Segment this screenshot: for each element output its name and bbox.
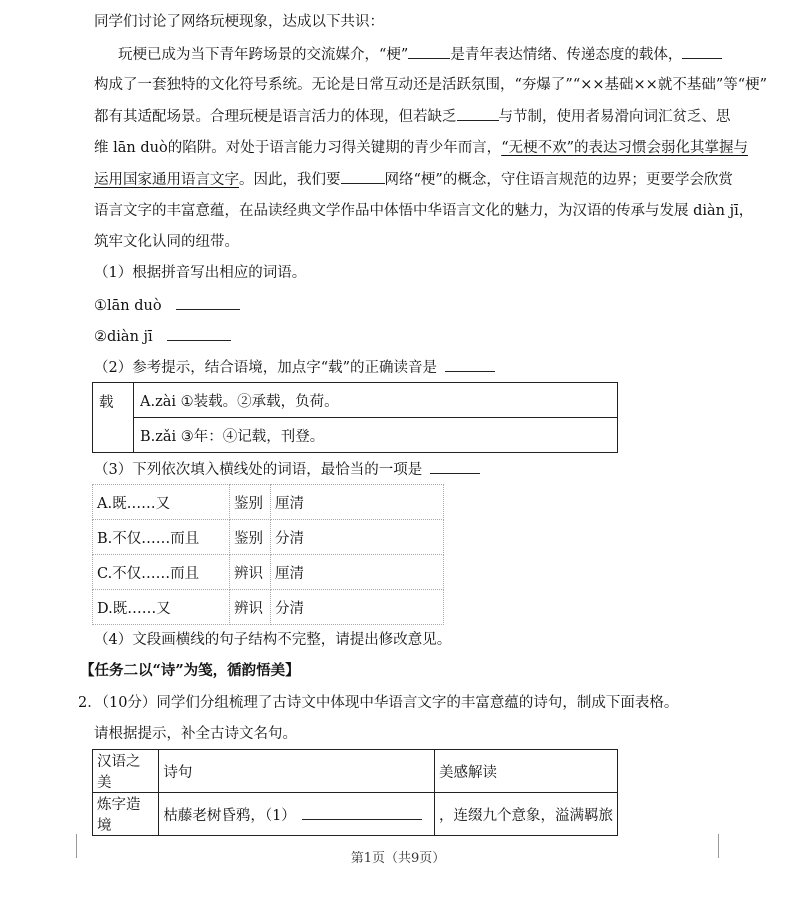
q2-line bbox=[94, 357, 495, 378]
options-table bbox=[92, 484, 444, 625]
option-row[interactable] bbox=[93, 590, 444, 625]
q1-item-a bbox=[94, 295, 240, 316]
option-cell: 分清 bbox=[271, 590, 444, 625]
option-row[interactable] bbox=[93, 485, 444, 520]
para-text: 都有其适配场景。合理玩梗是语言活力的体现，但若缺乏 bbox=[94, 109, 457, 125]
option-cell: D.既……又 bbox=[93, 590, 230, 625]
q2-label: （2）参考提示，结合语境，加点字“载”的正确读音是 bbox=[94, 360, 438, 376]
option-cell: B.不仅……而且 bbox=[93, 520, 230, 555]
answer-blank[interactable] bbox=[302, 805, 422, 820]
q3-label: （3）下列依次填入横线处的词语，最恰当的一项是 bbox=[94, 462, 423, 478]
poem-header-line: 诗句 bbox=[159, 750, 435, 793]
poem-cell-reading: ，连缀九个意象，溢满羁旅 bbox=[435, 793, 618, 836]
para-line-3 bbox=[94, 106, 731, 127]
poem-header-reading: 美感解读 bbox=[435, 750, 618, 793]
q1-item-b bbox=[94, 326, 231, 347]
answer-blank[interactable] bbox=[682, 44, 722, 59]
zai-char: 载 bbox=[93, 383, 134, 453]
option-cell: 辨识 bbox=[230, 555, 271, 590]
q1-label: （1）根据拼音写出相应的词语。 bbox=[94, 265, 307, 281]
q4-label: （4）文段画横线的句子结构不完整，请提出修改意见。 bbox=[94, 632, 452, 648]
answer-blank[interactable] bbox=[430, 459, 480, 474]
q1-pinyin-a: ①lān duò bbox=[94, 298, 162, 314]
para-line-4 bbox=[94, 138, 748, 158]
option-cell: 厘清 bbox=[271, 485, 444, 520]
answer-blank[interactable] bbox=[445, 357, 495, 372]
para-line-7: 筑牢文化认同的纽带。 bbox=[94, 234, 239, 250]
task2-heading: 【任务二以“诗”为笺，循韵悟美】 bbox=[80, 662, 300, 679]
option-cell: A.既……又 bbox=[93, 485, 230, 520]
answer-blank[interactable] bbox=[176, 295, 240, 310]
poem-text: 枯藤老树昏鸦，（1） bbox=[163, 807, 296, 824]
answer-blank[interactable] bbox=[167, 326, 231, 341]
para-line-2: 构成了一套独特的文化符号系统。无论是日常互动还是活跃氛围，“夯爆了”“××基础××就不基础”等“梗” bbox=[94, 77, 768, 93]
underlined-sentence: 运用国家通用语言文字 bbox=[94, 172, 239, 188]
intro-text: 同学们讨论了网络玩梗现象，达成以下共识： bbox=[94, 14, 384, 30]
para-text: 是青年表达情绪、传递态度的载体， bbox=[450, 47, 683, 63]
para-text: 与节制，使用者易滑向词汇贫乏、思 bbox=[498, 109, 731, 125]
option-row[interactable] bbox=[93, 555, 444, 590]
poem-cell-line bbox=[159, 793, 435, 836]
para-text: 玩梗已成为当下青年跨场景的交流媒介，“梗” bbox=[118, 47, 409, 63]
poem-cell-beauty: 炼字造境 bbox=[93, 793, 159, 836]
para-text: 。因此，我们要 bbox=[239, 172, 341, 188]
para-line-1 bbox=[118, 44, 722, 65]
zai-row-b: B.zǎi ③年：④记载，刊登。 bbox=[134, 418, 618, 453]
option-cell: 厘清 bbox=[271, 555, 444, 590]
option-cell: 鉴别 bbox=[230, 520, 271, 555]
zai-table bbox=[92, 382, 618, 453]
option-cell: 分清 bbox=[271, 520, 444, 555]
q1-pinyin-b: ②diàn jī bbox=[94, 329, 153, 345]
answer-blank[interactable] bbox=[341, 169, 385, 184]
q3-line bbox=[94, 459, 480, 480]
answer-blank[interactable] bbox=[408, 44, 450, 59]
para-line-5 bbox=[94, 169, 733, 190]
para-line-6: 语言文字的丰富意蕴，在品读经典文学作品中体悟中华语言文化的魅力，为汉语的传承与发展 diàn jī， bbox=[94, 203, 754, 219]
question-2-sub: 请根据提示，补全古诗文名句。 bbox=[94, 726, 297, 742]
para-text: 维 lān duò的陷阱。对处于语言能力习得关键期的青少年而言， bbox=[94, 140, 502, 156]
poem-header-beauty: 汉语之美 bbox=[93, 750, 159, 793]
option-cell: C.不仅……而且 bbox=[93, 555, 230, 590]
question-2-label: 2．（10分）同学们分组梳理了古诗文中体现中华语言文字的丰富意蕴的诗句，制成下面表格。 bbox=[78, 695, 679, 711]
zai-row-a: A.zài ①装载。②承载，负荷。 bbox=[134, 383, 618, 418]
answer-blank[interactable] bbox=[457, 106, 499, 121]
page-footer: 第1页（共9页） bbox=[350, 851, 446, 866]
poem-table bbox=[92, 749, 618, 836]
underlined-sentence: “无梗不欢”的表达习惯会弱化其掌握与 bbox=[501, 140, 749, 156]
para-text: 网络“梗”的概念，守住语言规范的边界；更要学会欣赏 bbox=[384, 172, 733, 188]
option-cell: 辨识 bbox=[230, 590, 271, 625]
option-cell: 鉴别 bbox=[230, 485, 271, 520]
option-row[interactable] bbox=[93, 520, 444, 555]
